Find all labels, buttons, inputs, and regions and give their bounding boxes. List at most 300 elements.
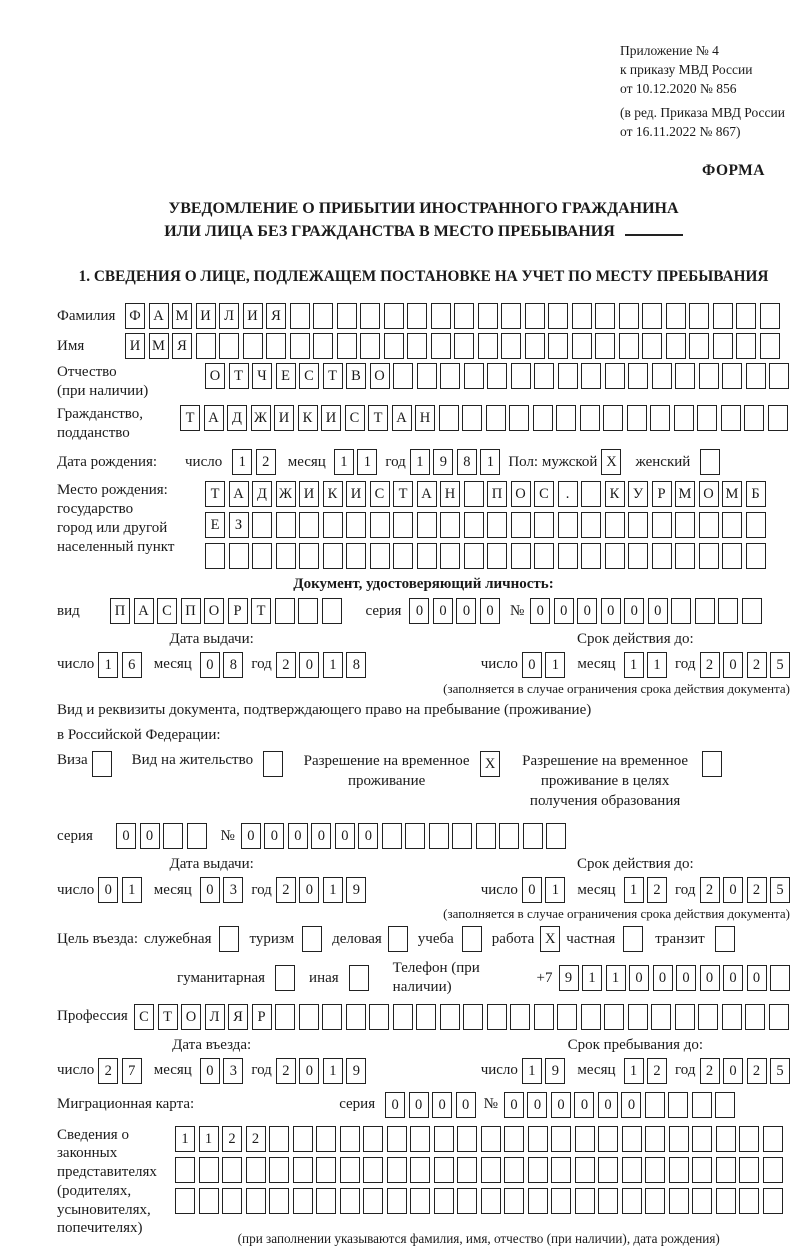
- form-cell: 1: [323, 1058, 343, 1084]
- form-cell: 0: [299, 877, 319, 903]
- form-cell: X: [540, 926, 560, 952]
- form-cell: 1: [410, 449, 430, 475]
- birthplace-row: [57, 481, 790, 569]
- form-cell: [462, 405, 482, 431]
- birthplace-label-line4: населенный пункт: [57, 538, 175, 555]
- form-cell: А: [134, 598, 154, 624]
- form-cell: [736, 303, 756, 329]
- form-cell: 1: [357, 449, 377, 475]
- form-cell: П: [181, 598, 201, 624]
- form-cell: 9: [433, 449, 453, 475]
- representatives-label-line6: попечителях): [57, 1220, 143, 1237]
- month-label: месяц: [577, 656, 616, 673]
- month-label: месяц: [153, 1062, 192, 1079]
- form-cell: [739, 1157, 759, 1183]
- form-cell: [628, 1004, 648, 1030]
- birthplace-label: [57, 481, 205, 556]
- form-cell: 1: [545, 877, 565, 903]
- year-label: год: [385, 453, 406, 470]
- form-cell: 3: [223, 1058, 243, 1084]
- purpose-row: [57, 926, 790, 952]
- form-cell: 0: [723, 1058, 743, 1084]
- visa-label: Виза: [57, 751, 88, 768]
- form-cell: [393, 363, 413, 389]
- issue-year-cells: [276, 877, 367, 903]
- form-cell: К: [605, 481, 625, 507]
- form-cell: [689, 333, 709, 359]
- form-cell: [417, 543, 437, 569]
- form-cell: [699, 363, 719, 389]
- form-cell: 2: [256, 449, 276, 475]
- form-cell: [205, 543, 225, 569]
- form-cell: [434, 1188, 454, 1214]
- form-cell: 0: [653, 965, 673, 991]
- form-cell: 2: [700, 652, 720, 678]
- form-cell: 0: [264, 823, 284, 849]
- entry-year-cells: [276, 1058, 367, 1084]
- form-cell: [393, 543, 413, 569]
- form-cell: О: [370, 363, 390, 389]
- form-cell: [768, 405, 788, 431]
- form-cell: [622, 1157, 642, 1183]
- form-cell: А: [204, 405, 224, 431]
- form-cell: [675, 543, 695, 569]
- form-cell: [689, 303, 709, 329]
- form-cell: [736, 333, 756, 359]
- form-cell: [340, 1126, 360, 1152]
- form-cell: 7: [122, 1058, 142, 1084]
- form-cell: [556, 405, 576, 431]
- residence-valid-date: [481, 855, 790, 903]
- forma-label: ФОРМА: [701, 162, 765, 180]
- form-cell: Т: [180, 405, 200, 431]
- form-cell: [715, 1092, 735, 1118]
- form-cell: [370, 543, 390, 569]
- form-cell: Е: [205, 512, 225, 538]
- form-cell: [322, 1004, 342, 1030]
- number-label: №: [509, 602, 525, 619]
- form-cell: [722, 363, 742, 389]
- form-cell: [293, 1157, 313, 1183]
- day-label: число: [480, 1062, 518, 1079]
- form-cell: 0: [598, 1092, 618, 1118]
- valid-month-cells: [624, 877, 668, 903]
- form-cell: 1: [175, 1126, 195, 1152]
- birthdate-row: [57, 449, 790, 475]
- form-cell: Т: [323, 363, 343, 389]
- form-cell: [534, 543, 554, 569]
- form-cell: С: [157, 598, 177, 624]
- form-cell: [595, 333, 615, 359]
- form-cell: [674, 405, 694, 431]
- form-cell: [509, 405, 529, 431]
- form-cell: [369, 1004, 389, 1030]
- form-cell: 0: [385, 1092, 405, 1118]
- form-cell: [692, 1092, 712, 1118]
- purpose-private-checkbox: [623, 926, 643, 952]
- form-cell: [387, 1157, 407, 1183]
- form-cell: .: [558, 481, 578, 507]
- form-cell: Я: [172, 333, 192, 359]
- form-cell: [478, 303, 498, 329]
- ref-line: от 10.12.2020 № 856: [620, 80, 737, 96]
- day-label: число: [57, 881, 95, 898]
- form-cell: [302, 926, 322, 952]
- form-cell: [340, 1157, 360, 1183]
- purpose-business-checkbox: [388, 926, 408, 952]
- birthplace-label-line3: город или другой: [57, 519, 168, 536]
- form-cell: [440, 1004, 460, 1030]
- form-cell: 2: [647, 1058, 667, 1084]
- form-cell: 0: [676, 965, 696, 991]
- form-cell: [666, 333, 686, 359]
- form-cell: [718, 598, 738, 624]
- form-cell: [628, 512, 648, 538]
- stay-until-date: [481, 1036, 790, 1084]
- form-cell: [699, 512, 719, 538]
- form-cell: [769, 363, 789, 389]
- form-cell: Т: [229, 363, 249, 389]
- form-cell: [548, 303, 568, 329]
- purpose-option-label: гуманитарная: [177, 969, 266, 986]
- form-cell: [760, 333, 780, 359]
- residence-doc-series-row: [57, 823, 790, 849]
- birthdate-label: Дата рождения:: [57, 453, 158, 470]
- form-cell: 0: [200, 877, 220, 903]
- rvp-label-line1: Разрешение на временное: [303, 752, 470, 769]
- form-cell: 0: [723, 652, 743, 678]
- patronymic-cells: [205, 363, 789, 389]
- form-cell: П: [487, 481, 507, 507]
- form-cell: 2: [747, 1058, 767, 1084]
- form-cell: 0: [624, 598, 644, 624]
- form-cell: [581, 512, 601, 538]
- form-cell: 1: [606, 965, 626, 991]
- valid-year-cells: [700, 652, 791, 678]
- form-cell: [243, 333, 263, 359]
- form-cell: 1: [199, 1126, 219, 1152]
- residence-permit-label: Вид на жительство: [131, 751, 254, 768]
- month-label: месяц: [287, 453, 326, 470]
- form-cell: [346, 543, 366, 569]
- form-cell: [199, 1188, 219, 1214]
- form-cell: [252, 512, 272, 538]
- issue-day-cells: [98, 877, 142, 903]
- form-cell: 0: [299, 652, 319, 678]
- form-cell: [387, 1126, 407, 1152]
- form-cell: 0: [200, 652, 220, 678]
- form-cell: И: [346, 481, 366, 507]
- citizenship-row: [57, 405, 790, 443]
- form-cell: [463, 1004, 483, 1030]
- form-cell: [604, 1004, 624, 1030]
- residence-doc-line1: Вид и реквизиты документа, подтверждающего право на пребывание (проживание): [57, 702, 592, 719]
- form-cell: [511, 543, 531, 569]
- form-cell: [275, 1004, 295, 1030]
- form-cell: Т: [393, 481, 413, 507]
- form-cell: 0: [432, 1092, 452, 1118]
- form-cell: [528, 1188, 548, 1214]
- doc-number-cells: [530, 598, 762, 624]
- form-cell: [669, 1188, 689, 1214]
- form-cell: А: [417, 481, 437, 507]
- valid-date-heading: Срок действия до:: [577, 856, 694, 873]
- form-cell: 0: [554, 598, 574, 624]
- form-cell: [175, 1188, 195, 1214]
- form-cell: [464, 363, 484, 389]
- rvp-checkbox: [480, 751, 500, 777]
- form-cell: [464, 512, 484, 538]
- form-cell: [746, 543, 766, 569]
- form-cell: [299, 512, 319, 538]
- form-cell: [575, 1126, 595, 1152]
- form-cell: [628, 363, 648, 389]
- form-cell: [481, 1188, 501, 1214]
- form-cell: 1: [480, 449, 500, 475]
- form-cell: [722, 543, 742, 569]
- patronymic-label-line2: (при наличии): [57, 383, 149, 400]
- stay-month-cells: [624, 1058, 668, 1084]
- firstname-label: Имя: [57, 337, 85, 354]
- form-cell: [349, 965, 369, 991]
- form-cell: [487, 512, 507, 538]
- form-cell: [316, 1188, 336, 1214]
- form-cell: Ж: [251, 405, 271, 431]
- form-cell: [481, 1126, 501, 1152]
- rvp-edu-label-line3: получения образования: [529, 793, 681, 810]
- form-cell: [760, 303, 780, 329]
- form-cell: [716, 1126, 736, 1152]
- form-cell: 0: [648, 598, 668, 624]
- form-cell: [487, 543, 507, 569]
- form-cell: [269, 1188, 289, 1214]
- valid-date-note: (заполняется в случае ограничения срока действия документа): [443, 906, 790, 922]
- form-cell: П: [110, 598, 130, 624]
- form-cell: [605, 543, 625, 569]
- form-cell: [363, 1126, 383, 1152]
- form-cell: 2: [700, 877, 720, 903]
- form-cell: [434, 1126, 454, 1152]
- form-cell: X: [601, 449, 621, 475]
- profession-cells: [134, 1004, 789, 1030]
- form-cell: 1: [624, 1058, 644, 1084]
- form-cell: [671, 598, 691, 624]
- form-cell: [668, 1092, 688, 1118]
- series-label: серия: [339, 1096, 376, 1113]
- form-cell: [745, 1004, 765, 1030]
- form-cell: О: [204, 598, 224, 624]
- form-cell: [370, 512, 390, 538]
- residence-number-cells: [241, 823, 567, 849]
- form-cell: [276, 543, 296, 569]
- form-cell: [746, 363, 766, 389]
- profession-label: Профессия: [57, 1008, 128, 1025]
- purpose-humanitarian-checkbox: [275, 965, 295, 991]
- form-cell: Я: [228, 1004, 248, 1030]
- year-label: год: [675, 881, 696, 898]
- representatives-note: (при заполнении указываются фамилия, имя, отчество (при наличии), дата рождения): [237, 1230, 720, 1246]
- form-cell: [175, 1157, 195, 1183]
- form-title-line2: ИЛИ ЛИЦА БЕЗ ГРАЖДАНСТВА В МЕСТО ПРЕБЫВАНИЯ: [164, 223, 615, 241]
- form-cell: [298, 598, 318, 624]
- identity-doc-row: [57, 598, 790, 624]
- form-cell: 0: [747, 965, 767, 991]
- form-cell: [407, 303, 427, 329]
- form-cell: 1: [624, 877, 644, 903]
- form-cell: Ж: [276, 481, 296, 507]
- form-cell: 2: [246, 1126, 266, 1152]
- form-cell: [340, 1188, 360, 1214]
- form-cell: С: [370, 481, 390, 507]
- form-cell: О: [181, 1004, 201, 1030]
- form-cell: 1: [232, 449, 252, 475]
- form-cell: 9: [559, 965, 579, 991]
- form-cell: М: [172, 303, 192, 329]
- form-cell: [163, 823, 183, 849]
- birthplace-cells-row2: [205, 512, 766, 538]
- form-cell: [580, 405, 600, 431]
- form-cell: И: [274, 405, 294, 431]
- form-cell: [499, 823, 519, 849]
- month-label: месяц: [153, 881, 192, 898]
- valid-year-cells: [700, 877, 791, 903]
- form-cell: [692, 1188, 712, 1214]
- migration-series-cells: [385, 1092, 476, 1118]
- form-cell: [675, 512, 695, 538]
- form-cell: [675, 363, 695, 389]
- form-cell: Д: [252, 481, 272, 507]
- number-label: №: [483, 1096, 498, 1113]
- form-cell: [669, 1157, 689, 1183]
- form-cell: 2: [276, 652, 296, 678]
- form-cell: [525, 303, 545, 329]
- birthplace-label-line2: государство: [57, 501, 134, 518]
- form-cell: 1: [647, 652, 667, 678]
- form-cell: В: [346, 363, 366, 389]
- rvp-edu-label-line2: проживание в целях: [540, 772, 670, 789]
- valid-day-cells: [522, 652, 566, 678]
- form-cell: [464, 481, 484, 507]
- birthplace-cells-row1: [205, 481, 766, 507]
- form-cell: [763, 1126, 783, 1152]
- form-cell: 1: [582, 965, 602, 991]
- surname-cells: [125, 303, 780, 329]
- form-cell: Т: [251, 598, 271, 624]
- form-cell: [510, 1004, 530, 1030]
- form-cell: 2: [700, 1058, 720, 1084]
- stay-until-heading: Срок пребывания до:: [567, 1036, 704, 1053]
- form-cell: 8: [346, 652, 366, 678]
- ref-line: к приказу МВД России: [620, 61, 753, 77]
- purpose-study-checkbox: [462, 926, 482, 952]
- form-cell: 0: [574, 1092, 594, 1118]
- form-cell: [642, 333, 662, 359]
- valid-date-heading: Срок действия до:: [577, 631, 694, 648]
- sex-male-label: Пол: мужской: [508, 453, 598, 470]
- form-cell: [360, 303, 380, 329]
- form-cell: [316, 1157, 336, 1183]
- form-cell: [534, 1004, 554, 1030]
- form-cell: 5: [770, 877, 790, 903]
- form-cell: [384, 333, 404, 359]
- profession-row: [57, 1004, 790, 1030]
- form-cell: [387, 1188, 407, 1214]
- form-cell: И: [321, 405, 341, 431]
- issue-month-cells: [200, 652, 244, 678]
- day-label: число: [57, 1062, 95, 1079]
- form-cell: [269, 1126, 289, 1152]
- surname-label: Фамилия: [57, 307, 116, 324]
- form-cell: У: [628, 481, 648, 507]
- form-cell: 0: [299, 1058, 319, 1084]
- form-cell: [528, 1157, 548, 1183]
- form-cell: 0: [551, 1092, 571, 1118]
- form-cell: [431, 333, 451, 359]
- form-cell: [222, 1157, 242, 1183]
- form-cell: [487, 363, 507, 389]
- citizenship-label-line1: Гражданство,: [57, 405, 144, 422]
- identity-doc-heading: Документ, удостоверяющий личность:: [293, 576, 554, 593]
- rvp-edu-label-line1: Разрешение на временное: [522, 752, 689, 769]
- form-cell: [323, 512, 343, 538]
- form-cell: Ф: [125, 303, 145, 329]
- form-cell: 9: [545, 1058, 565, 1084]
- doc-type-cells: [110, 598, 342, 624]
- phone-cells: [559, 965, 791, 991]
- form-cell: [534, 363, 554, 389]
- form-cell: [581, 363, 601, 389]
- month-label: месяц: [577, 881, 616, 898]
- form-cell: [652, 512, 672, 538]
- form-cell: [669, 1126, 689, 1152]
- form-cell: [410, 1126, 430, 1152]
- form-cell: [222, 1188, 242, 1214]
- form-cell: [92, 751, 112, 777]
- surname-row: [57, 303, 790, 329]
- day-label: число: [57, 656, 95, 673]
- form-cell: [523, 823, 543, 849]
- form-cell: 0: [433, 598, 453, 624]
- form-cell: 0: [504, 1092, 524, 1118]
- form-cell: [528, 1126, 548, 1152]
- year-label: год: [251, 881, 272, 898]
- form-cell: 0: [140, 823, 160, 849]
- form-cell: 0: [527, 1092, 547, 1118]
- form-cell: [511, 363, 531, 389]
- form-cell: [229, 543, 249, 569]
- form-cell: [572, 333, 592, 359]
- form-cell: [293, 1126, 313, 1152]
- form-cell: 0: [601, 598, 621, 624]
- rvp-label-line2: проживание: [347, 772, 426, 789]
- purpose-row2: [177, 959, 790, 997]
- form-cell: [595, 303, 615, 329]
- sex-female-checkbox: [700, 449, 720, 475]
- form-cell: [558, 543, 578, 569]
- form-cell: [246, 1188, 266, 1214]
- form-cell: [697, 405, 717, 431]
- birth-day-cells: [232, 449, 276, 475]
- series-label: серия: [365, 602, 402, 619]
- purpose-tourism-checkbox: [302, 926, 322, 952]
- form-cell: [698, 1004, 718, 1030]
- doc-valid-date: [481, 630, 790, 678]
- identity-doc-dates: [57, 630, 790, 697]
- form-cell: [299, 1004, 319, 1030]
- form-cell: [700, 449, 720, 475]
- form-cell: [598, 1126, 618, 1152]
- form-cell: [642, 303, 662, 329]
